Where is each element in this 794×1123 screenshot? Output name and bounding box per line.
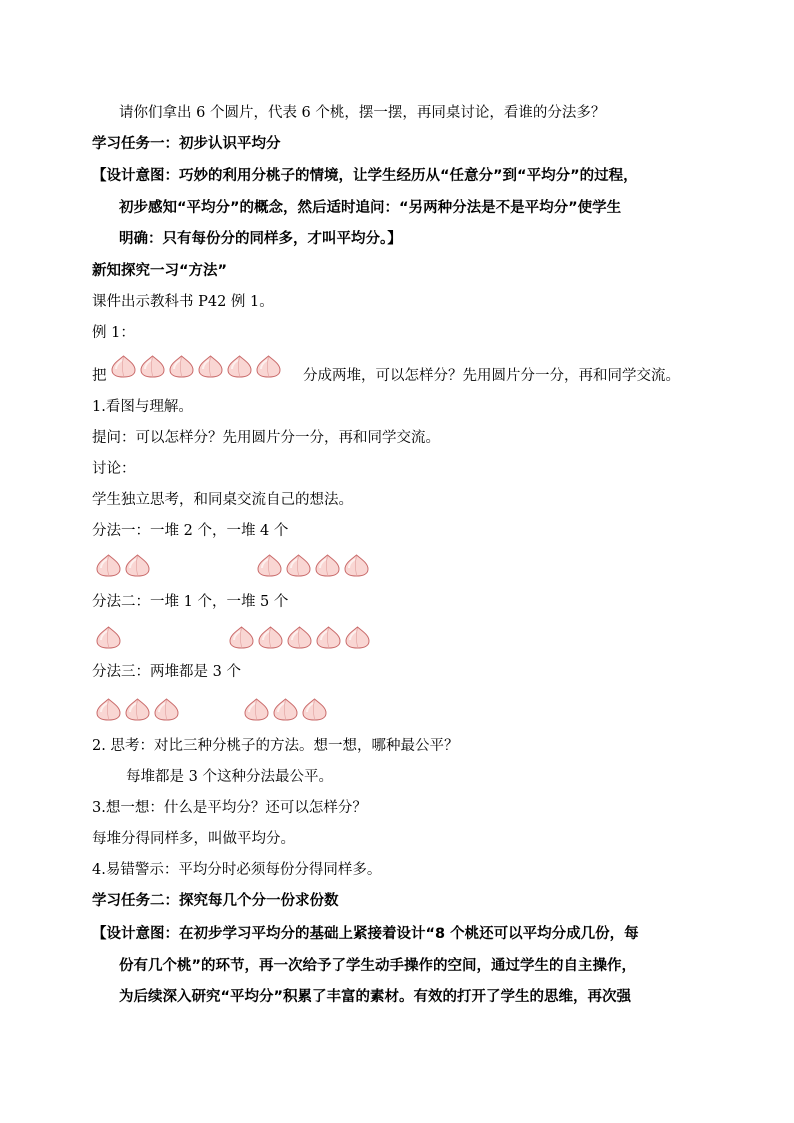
design-intent-1-line-c: 明确：只有每份分的同样多，才叫平均分。】 — [119, 231, 402, 247]
peach-icon — [301, 697, 328, 721]
method3-line: 分法三：两堆都是 3 个 — [92, 664, 241, 680]
design-intent-2-line-c: 为后续深入研究“平均分”积累了丰富的素材。有效的打开了学生的思维，再次强 — [119, 989, 632, 1005]
peach-icon — [110, 354, 137, 378]
peach-icon — [257, 625, 284, 649]
design-intent-2-line-b: 份有几个桃”的环节，再一次给予了学生动手操作的空间，通过学生的自主操作， — [119, 958, 637, 974]
definition-line: 每堆分得同样多，叫做平均分。 — [92, 831, 295, 847]
courseware-line: 课件出示教科书 P42 例 1。 — [92, 294, 274, 310]
peach-icon — [344, 625, 371, 649]
method2-left-peaches — [95, 625, 122, 649]
peach-icon — [168, 354, 195, 378]
peach-icon — [255, 354, 282, 378]
example-peaches — [110, 354, 282, 378]
task1-heading: 学习任务一：初步认识平均分 — [92, 136, 281, 152]
design-intent-2-line-a: 【设计意图：在初步学习平均分的基础上紧接着设计“8 个桃还可以平均分成几份，每 — [92, 926, 639, 942]
task2-heading: 学习任务二：探究每几个分一份求份数 — [92, 893, 339, 909]
peach-icon — [272, 697, 299, 721]
method1-line: 分法一：一堆 2 个，一堆 4 个 — [92, 523, 289, 539]
design-intent-1-line-b: 初步感知“平均分”的概念，然后适时追问：“另两种分法是不是平均分”使学生 — [119, 200, 622, 216]
peach-icon — [314, 553, 341, 577]
peach-icon — [256, 553, 283, 577]
example-text: 分成两堆，可以怎样分？先用圆片分一分，再和同学交流。 — [303, 368, 680, 384]
fairest-line: 每堆都是 3 个这种分法最公平。 — [126, 769, 333, 785]
peach-icon — [315, 625, 342, 649]
instruction-line: 请你们拿出 6 个圆片，代表 6 个桃，摆一摆，再同桌讨论，看谁的分法多？ — [119, 105, 606, 121]
peach-icon — [95, 553, 122, 577]
peach-icon — [197, 354, 224, 378]
peach-icon — [226, 354, 253, 378]
example-ba: 把 — [92, 368, 107, 384]
method1-right-peaches — [256, 553, 370, 577]
method1-left-peaches — [95, 553, 151, 577]
method3-right-peaches — [243, 697, 328, 721]
explore-heading: 新知探究一习“方法” — [92, 263, 228, 279]
step4-line: 4.易错警示：平均分时必须每份分得同样多。 — [92, 862, 382, 878]
design-intent-1-line-a: 【设计意图：巧妙的利用分桃子的情境，让学生经历从“任意分”到“平均分”的过程， — [92, 168, 638, 184]
discuss-line: 讨论： — [92, 461, 136, 477]
method2-right-peaches — [228, 625, 371, 649]
method2-line: 分法二：一堆 1 个，一堆 5 个 — [92, 594, 289, 610]
method3-left-peaches — [95, 697, 180, 721]
peach-icon — [243, 697, 270, 721]
example-label: 例 1： — [92, 325, 135, 341]
step1-line: 1.看图与理解。 — [92, 399, 193, 415]
peach-icon — [139, 354, 166, 378]
peach-icon — [124, 697, 151, 721]
step2-line: 2. 思考：对比三种分桃子的方法。想一想，哪种最公平？ — [92, 738, 459, 754]
peach-icon — [228, 625, 255, 649]
peach-icon — [285, 553, 312, 577]
peach-icon — [343, 553, 370, 577]
peach-icon — [124, 553, 151, 577]
peach-icon — [95, 625, 122, 649]
peach-icon — [95, 697, 122, 721]
peach-icon — [286, 625, 313, 649]
step3-line: 3.想一想：什么是平均分？还可以怎样分？ — [92, 800, 367, 816]
think-alone-line: 学生独立思考，和同桌交流自己的想法。 — [92, 492, 353, 508]
question-line: 提问：可以怎样分？先用圆片分一分，再和同学交流。 — [92, 430, 440, 446]
peach-icon — [153, 697, 180, 721]
